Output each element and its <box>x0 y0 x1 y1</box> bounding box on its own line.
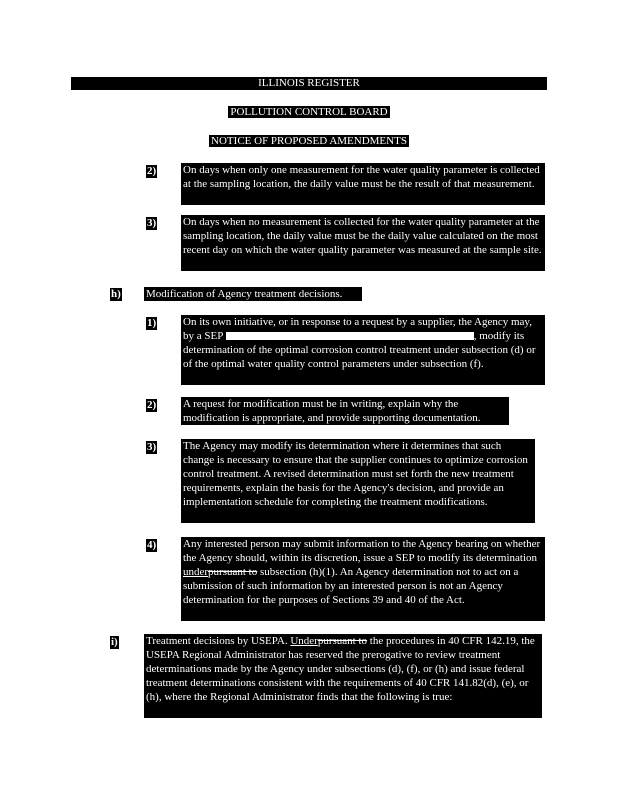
subsection-heading <box>144 287 362 301</box>
paragraph-text <box>183 315 543 371</box>
inserted-text: Under <box>290 635 318 647</box>
text-part: Treatment decisions by USEPA. <box>146 635 291 647</box>
text-part: On its own initiative, or in response to a request by a supplier, the Agency may, by a SEP <box>183 316 532 342</box>
paragraph <box>181 315 545 385</box>
paragraph <box>144 634 542 718</box>
notice-title-text: NOTICE OF PROPOSED AMENDMENTS <box>211 135 407 147</box>
paragraph <box>181 215 545 271</box>
board-name <box>0 106 618 119</box>
paragraph <box>181 537 545 621</box>
paragraph-text: On days when no measurement is collected for the water quality parameter at the sampling location, the daily value must be the daily value calculated on the most recent day on which the water quality parameter was measured at the sample site. <box>183 216 542 256</box>
item-number: 1) <box>147 317 157 329</box>
paragraph-text: The Agency may modify its determination where it determines that such change is necessary to ensure that the supplier continues to optimize corrosion control treatment. A revised determination must set forth the new treatment requirements, explain the basis for the Agency's decision, and provide an implementation schedule for completing the treatment modifications. <box>183 440 528 508</box>
text-part: , modify its determination of the optimal corrosion control treatment under subsection (d) or of the optimal water quality control parameters under subsection (f). <box>183 330 536 370</box>
deleted-text: pursuant to <box>208 566 258 578</box>
text-part: the procedures in 40 CFR 142.19, the USEPA Regional Administrator has reserved the prerogative to review treatment determinations made by the Agency under subsections (d), (f), or (h) and issue federal treatment determinations consistent with the requirements of 40 CFR 141.82(d), (e), or (h), where the Regional Administrator finds that the following is true: <box>146 635 535 703</box>
text-part: Any interested person may submit information to the Agency bearing on whether the Agency should, within its discretion, issue a SEP to modify its determination <box>183 538 541 564</box>
subsection-letter: i) <box>111 636 118 648</box>
paragraph <box>181 163 545 205</box>
paragraph <box>181 439 535 523</box>
item-number: 3) <box>147 441 157 453</box>
paragraph <box>181 397 509 425</box>
item-number: 2) <box>147 399 157 411</box>
paragraph-text: A request for modification must be in writing, explain why the modification is appropriate, and provide supporting documentation. <box>183 398 481 424</box>
inserted-text: under <box>183 566 209 578</box>
paragraph-text <box>146 634 540 704</box>
subsection-letter: h) <box>111 288 121 300</box>
paragraph-text <box>183 537 543 607</box>
text-part: subsection (h)(1). An Agency determination not to act on a submission of such information by an interested person is not an Agency determination for the purposes of Sections 39 and 40 of the Act. <box>183 566 519 606</box>
board-name-text: POLLUTION CONTROL BOARD <box>230 106 388 118</box>
deleted-text: pursuant to <box>317 635 368 647</box>
item-number: 2) <box>147 165 157 177</box>
subsection-heading-text: Modification of Agency treatment decisions. <box>146 288 343 300</box>
item-number: 4) <box>147 539 157 551</box>
register-title: ILLINOIS REGISTER <box>71 77 547 90</box>
notice-title <box>0 135 618 148</box>
paragraph-text: On days when only one measurement for the water quality parameter is collected at the sampling location, the daily value must be the result of that measurement. <box>183 164 540 190</box>
item-number: 3) <box>147 217 157 229</box>
redaction-bar <box>226 332 474 340</box>
